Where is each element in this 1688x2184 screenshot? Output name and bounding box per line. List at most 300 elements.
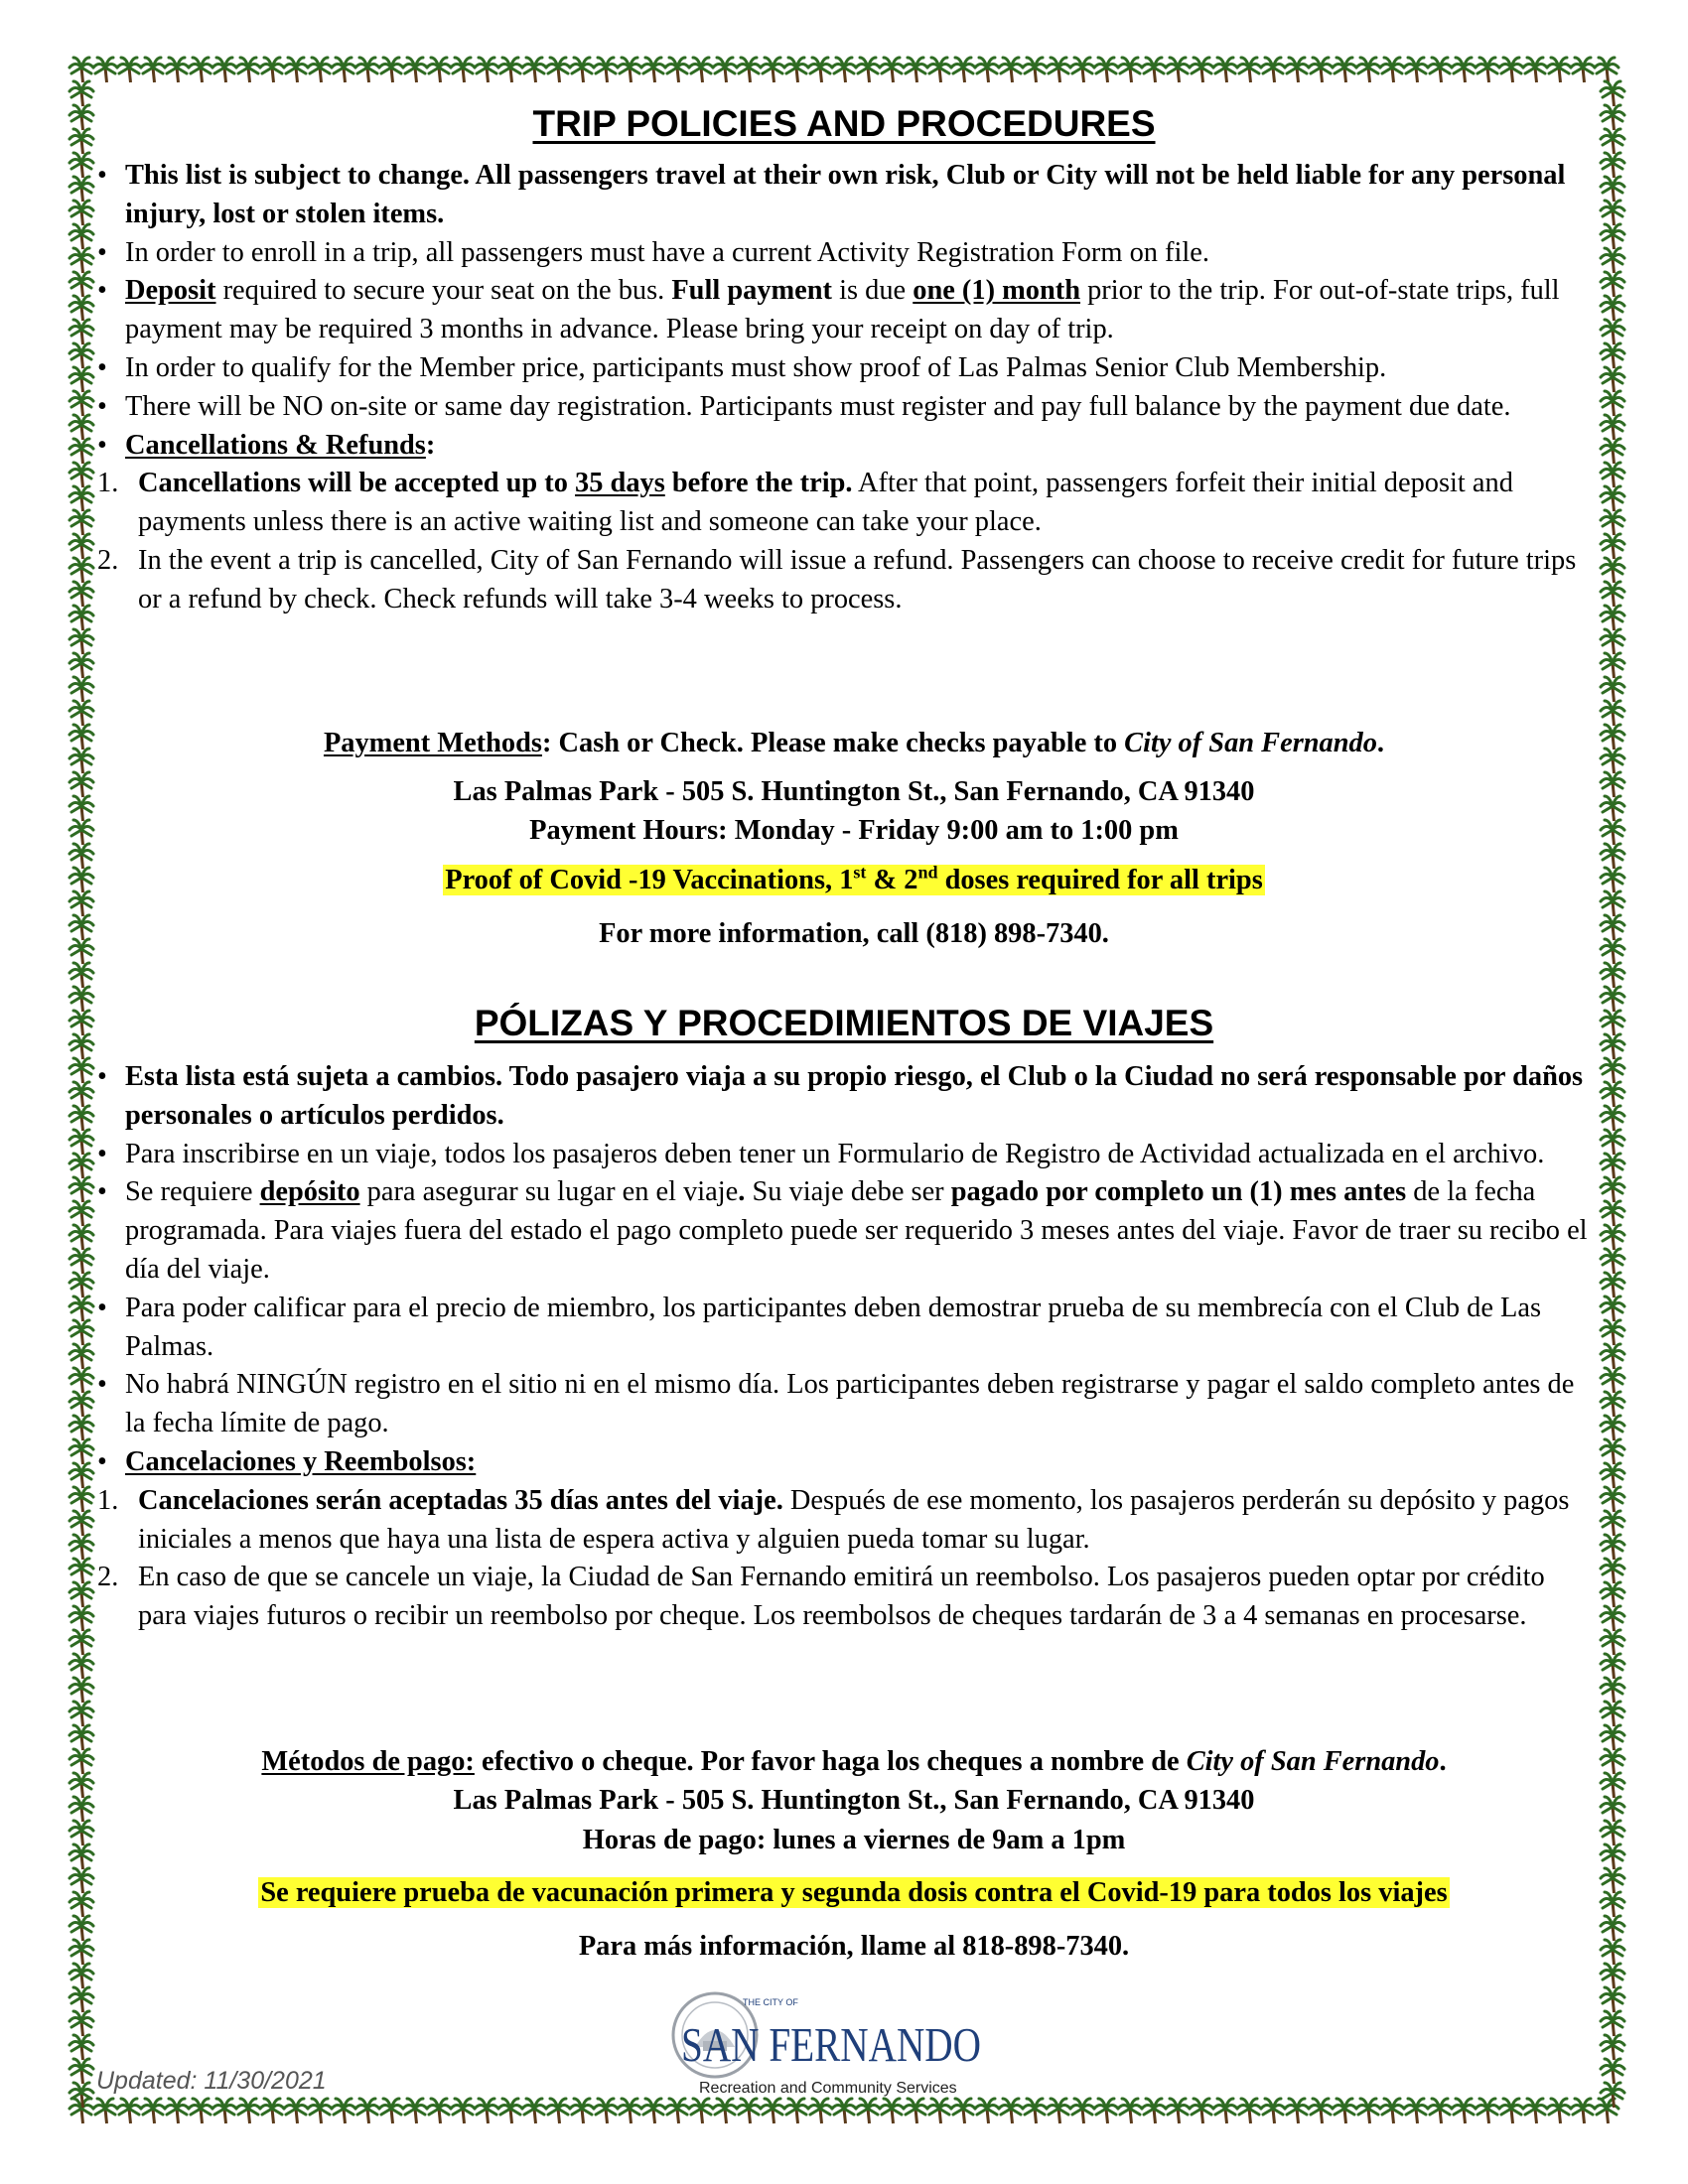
palm-tree-icon <box>570 58 594 82</box>
palm-tree-icon <box>1601 2083 1624 2108</box>
palm-tree-icon <box>70 510 93 535</box>
palm-tree-icon <box>475 2099 498 2123</box>
palm-tree-icon <box>1601 367 1624 392</box>
list-item <box>97 427 1589 466</box>
palm-tree-icon <box>355 58 379 82</box>
palm-tree-icon <box>1601 1487 1624 1512</box>
palm-tree-icon <box>403 58 427 82</box>
palm-tree-icon <box>70 963 93 988</box>
palm-tree-icon <box>70 558 93 583</box>
item-number: 2. <box>97 1562 119 1593</box>
palm-tree-icon <box>1601 582 1624 607</box>
palm-tree-icon <box>70 582 93 607</box>
bullet-text: Su viaje debe ser <box>745 1176 951 1208</box>
palm-tree-icon <box>284 58 308 82</box>
palm-tree-icon <box>70 1868 93 1893</box>
bullet-text: Para poder calificar para el precio de miembro, los participantes deben demostrar prueba de su membrecía con el Club de Las Palmas. <box>125 1292 1542 1362</box>
days-term: 35 days <box>575 468 665 499</box>
palm-tree-icon <box>70 58 93 82</box>
palm-tree-icon <box>379 2099 403 2123</box>
palm-tree-icon <box>1476 58 1499 82</box>
palm-tree-icon <box>70 224 93 249</box>
covid-requirement-line <box>97 1874 1611 1913</box>
palm-tree-icon <box>212 58 236 82</box>
palm-tree-icon <box>70 439 93 464</box>
palm-tree-icon <box>1309 2099 1333 2123</box>
palm-tree-icon <box>1601 1201 1624 1226</box>
item-text: After that point, passengers forfeit their initial deposit and payments unless there is an active waiting list and someone can take your place. <box>138 468 1513 538</box>
bullet-icon: • <box>97 351 107 383</box>
palm-tree-icon <box>189 2099 212 2123</box>
palm-tree-icon <box>355 2099 379 2123</box>
list-item <box>97 1366 1589 1443</box>
palm-tree-icon <box>1380 58 1404 82</box>
list-item <box>97 234 1589 273</box>
palm-tree-icon <box>70 2083 93 2108</box>
list-item <box>97 1136 1589 1174</box>
palm-tree-icon <box>70 1725 93 1750</box>
palm-tree-icon <box>1547 2099 1571 2123</box>
palm-tree-icon <box>70 1654 93 1679</box>
palm-tree-icon <box>70 2011 93 2036</box>
palm-tree-icon <box>117 58 141 82</box>
palm-tree-icon <box>1601 1582 1624 1607</box>
palm-tree-icon <box>784 58 808 82</box>
palm-tree-icon <box>451 58 475 82</box>
list-item <box>97 349 1589 388</box>
palm-tree-icon <box>403 2099 427 2123</box>
palm-tree-icon <box>880 58 904 82</box>
palm-tree-icon <box>1023 58 1047 82</box>
palm-tree-icon <box>761 58 784 82</box>
palm-tree-icon <box>1428 58 1452 82</box>
palm-tree-icon <box>1601 1344 1624 1369</box>
palm-tree-icon <box>927 58 951 82</box>
palm-tree-icon <box>1404 58 1428 82</box>
palm-tree-icon <box>70 463 93 487</box>
list-item <box>97 1173 1589 1289</box>
list-item <box>97 272 1589 349</box>
palm-tree-icon <box>498 58 522 82</box>
palm-tree-icon <box>1547 58 1571 82</box>
palm-tree-icon <box>70 1225 93 1250</box>
palm-tree-icon <box>1601 1177 1624 1202</box>
palm-tree-icon <box>70 296 93 321</box>
palm-tree-icon <box>1601 248 1624 273</box>
palm-tree-icon <box>1601 415 1624 440</box>
palm-tree-icon <box>1601 153 1624 178</box>
palm-tree-icon <box>1404 2099 1428 2123</box>
palm-tree-icon <box>70 915 93 940</box>
palm-tree-icon <box>70 1106 93 1131</box>
spanish-title: PÓLIZAS Y PROCEDIMIENTOS DE VIAJES <box>474 1003 1214 1043</box>
palm-tree-icon <box>641 2099 665 2123</box>
highlighted-text <box>443 862 1265 895</box>
item-text: Después de ese momento, los pasajeros perderán su depósito y pagos iniciales a menos que haya una lista de espera activa y alguien pueda tomar su lugar. <box>138 1484 1570 1555</box>
palm-tree-icon <box>70 1987 93 2012</box>
palm-tree-icon <box>498 2099 522 2123</box>
palm-tree-icon <box>618 2099 641 2123</box>
palm-tree-icon <box>522 58 546 82</box>
palm-tree-icon <box>70 391 93 416</box>
logo-subtitle: Recreation and Community Services <box>699 2080 957 2097</box>
palm-tree-icon <box>1601 606 1624 630</box>
palm-tree-icon <box>1476 2099 1499 2123</box>
palm-tree-icon <box>999 58 1023 82</box>
bullet-icon: • <box>97 1292 107 1323</box>
bullet-text: Esta lista está sujeta a cambios. Todo pasajero viaja a su propio riesgo, el Club o la Ciudad no será responsable por daños personales o artículos perdidos. <box>125 1061 1584 1131</box>
spanish-policy-list <box>97 1058 1589 1636</box>
palm-tree-icon <box>904 58 927 82</box>
palm-tree-icon <box>70 1940 93 1965</box>
palm-tree-icon <box>1333 2099 1356 2123</box>
palm-tree-icon <box>1601 2011 1624 2036</box>
palm-tree-icon <box>1452 58 1476 82</box>
palm-tree-icon <box>70 1535 93 1560</box>
palm-tree-icon <box>1571 58 1595 82</box>
payment-methods-line <box>97 1743 1611 1782</box>
palm-tree-icon <box>70 2099 93 2123</box>
palm-tree-icon <box>70 343 93 368</box>
palm-tree-icon <box>70 1058 93 1083</box>
palm-tree-icon <box>70 1463 93 1488</box>
palm-tree-icon <box>1237 58 1261 82</box>
bullet-text: . <box>738 1176 746 1208</box>
item-text: Cancelaciones serán aceptadas 35 días antes del viaje. <box>138 1484 783 1516</box>
palm-tree-icon <box>1333 58 1356 82</box>
palm-tree-icon <box>70 153 93 178</box>
palm-tree-icon <box>1142 58 1166 82</box>
palm-tree-icon <box>1380 2099 1404 2123</box>
palm-tree-icon <box>70 1559 93 1583</box>
palm-tree-icon <box>70 1773 93 1798</box>
palm-tree-icon <box>1499 58 1523 82</box>
address-line: Las Palmas Park - 505 S. Huntington St., San Fernando, CA 91340 <box>453 776 1255 807</box>
palm-tree-icon <box>1285 58 1309 82</box>
palm-tree-icon <box>1601 1630 1624 1655</box>
palm-tree-icon <box>641 58 665 82</box>
info-phone-line: For more information, call (818) 898-7340. <box>599 918 1109 949</box>
palm-tree-icon <box>1601 1606 1624 1631</box>
item-text: En caso de que se cancele un viaje, la Ciudad de San Fernando emitirá un reembolso. Los pasajeros pueden optar por crédito para viajes futuros o recibir un reembolso por cheque. Los reembolsos de cheques tardarán de 3 a 4 semanas en procesarse. <box>138 1562 1545 1632</box>
palm-tree-icon <box>1190 2099 1213 2123</box>
palm-tree-icon <box>1595 2099 1618 2123</box>
palm-tree-icon <box>70 415 93 440</box>
palm-tree-icon <box>1601 1368 1624 1393</box>
palm-tree-icon <box>70 1487 93 1512</box>
palm-tree-icon <box>332 2099 355 2123</box>
palm-tree-icon <box>1601 1273 1624 1297</box>
palm-tree-icon <box>70 1249 93 1274</box>
palm-tree-icon <box>546 58 570 82</box>
palm-tree-icon <box>93 58 117 82</box>
palm-tree-icon <box>1601 201 1624 225</box>
palm-tree-icon <box>1452 2099 1476 2123</box>
palm-tree-icon <box>70 1273 93 1297</box>
palm-tree-icon <box>70 1749 93 1774</box>
palm-tree-icon <box>70 725 93 750</box>
payment-methods-label: Métodos de pago: <box>261 1746 475 1777</box>
palm-tree-icon <box>1601 1297 1624 1321</box>
deposito-term: depósito <box>259 1176 360 1208</box>
palm-tree-icon <box>260 58 284 82</box>
palm-tree-icon <box>70 1082 93 1107</box>
palm-tree-icon <box>1356 58 1380 82</box>
covid-requirement-line <box>97 862 1611 900</box>
bullet-text: prior to the trip. For out-of-state trips, full payment may be required 3 months in advance. Please bring your receipt on day of trip. <box>125 275 1560 345</box>
address-line: Las Palmas Park - 505 S. Huntington St., San Fernando, CA 91340 <box>453 1785 1255 1816</box>
palm-tree-icon <box>70 1582 93 1607</box>
palm-tree-icon <box>618 58 641 82</box>
numbered-item <box>97 465 1589 542</box>
palm-tree-icon <box>93 2099 117 2123</box>
palm-tree-icon <box>1601 510 1624 535</box>
palm-tree-icon <box>165 58 189 82</box>
palm-tree-icon <box>236 58 260 82</box>
palm-tree-icon <box>70 201 93 225</box>
palm-tree-icon <box>1190 58 1213 82</box>
palm-tree-icon <box>1601 1654 1624 1679</box>
covid-text: Proof of Covid -19 Vaccinations, 1 <box>445 865 854 895</box>
palm-tree-icon <box>1601 1987 1624 2012</box>
bullet-icon: • <box>97 1138 107 1169</box>
one-month-term: one (1) month <box>913 275 1081 307</box>
numbered-item <box>97 1482 1589 1560</box>
palm-tree-icon <box>1601 463 1624 487</box>
logo-seal-text: THE CITY OF <box>743 1997 798 2007</box>
payment-hours-line: Horas de pago: lunes a viernes de 9am a 1pm <box>582 1825 1126 1855</box>
item-text: Cancellations will be accepted up to <box>138 468 576 499</box>
palm-tree-icon <box>1601 1058 1624 1083</box>
palm-tree-icon <box>689 58 713 82</box>
bullet-icon: • <box>97 275 107 307</box>
palm-tree-icon <box>70 701 93 726</box>
palm-tree-icon <box>1523 58 1547 82</box>
palm-tree-icon <box>951 58 975 82</box>
palm-tree-icon <box>308 58 332 82</box>
heading-colon: : <box>425 429 436 461</box>
bullet-text: para asegurar su lugar en el viaje <box>359 1176 739 1208</box>
palm-tree-icon <box>1601 534 1624 559</box>
palm-tree-icon <box>70 2035 93 2060</box>
palm-tree-icon <box>1601 1082 1624 1107</box>
palm-tree-icon <box>999 2099 1023 2123</box>
palm-tree-icon <box>1261 2099 1285 2123</box>
palm-tree-icon <box>1601 224 1624 249</box>
palm-tree-icon <box>1601 391 1624 416</box>
palm-tree-icon <box>1595 58 1618 82</box>
palm-tree-icon <box>1601 1416 1624 1440</box>
palm-tree-icon <box>70 820 93 845</box>
palm-tree-icon <box>1601 1225 1624 1250</box>
bullet-icon: • <box>97 1176 107 1208</box>
palm-tree-icon <box>284 2099 308 2123</box>
palm-tree-icon <box>1070 58 1094 82</box>
logo-name: SAN FERNANDO <box>681 2017 981 2072</box>
palm-tree-icon <box>70 796 93 821</box>
palm-tree-icon <box>1118 2099 1142 2123</box>
palm-tree-icon <box>427 58 451 82</box>
palm-tree-icon <box>70 606 93 630</box>
palm-tree-icon <box>1601 558 1624 583</box>
bullet-icon: • <box>97 429 107 461</box>
palm-tree-icon <box>70 1821 93 1845</box>
palm-tree-icon <box>451 2099 475 2123</box>
palm-tree-icon <box>70 772 93 797</box>
palm-tree-icon <box>70 248 93 273</box>
bullet-text: In order to enroll in a trip, all passengers must have a current Activity Registration Form on file. <box>125 236 1209 268</box>
bullet-text: In order to qualify for the Member price, participants must show proof of Las Palmas Senior Club Membership. <box>125 351 1387 383</box>
cancellations-heading: Cancellations & Refunds <box>125 429 426 461</box>
palm-tree-icon <box>141 2099 165 2123</box>
palm-tree-icon <box>1094 2099 1118 2123</box>
palm-tree-icon <box>427 2099 451 2123</box>
palm-tree-icon <box>1601 486 1624 511</box>
palm-tree-icon <box>70 939 93 964</box>
palm-tree-icon <box>70 1702 93 1726</box>
palm-tree-icon <box>975 58 999 82</box>
english-policy-list <box>97 157 1589 619</box>
palm-tree-icon <box>665 58 689 82</box>
palm-tree-icon <box>1166 58 1190 82</box>
palm-tree-icon <box>1309 58 1333 82</box>
palm-tree-icon <box>70 1130 93 1155</box>
palm-tree-icon <box>70 320 93 344</box>
palm-tree-icon <box>70 2059 93 2084</box>
palm-tree-icon <box>1356 2099 1380 2123</box>
palm-tree-icon <box>70 749 93 773</box>
palm-tree-icon <box>70 1844 93 1869</box>
item-text: before the trip. <box>664 468 853 499</box>
palm-tree-icon <box>70 1392 93 1417</box>
palm-tree-icon <box>70 1678 93 1703</box>
bullet-text: is due <box>832 275 914 307</box>
palm-tree-icon <box>1428 2099 1452 2123</box>
palm-tree-icon <box>117 2099 141 2123</box>
palm-tree-icon <box>1118 58 1142 82</box>
palm-tree-icon <box>1601 629 1624 654</box>
period: . <box>1439 1746 1447 1777</box>
bullet-text: This list is subject to change. All passengers travel at their own risk, Club or City will not be held liable for any personal injury, lost or stolen items. <box>125 160 1566 229</box>
bullet-text: required to secure your seat on the bus. <box>215 275 672 307</box>
palm-tree-icon <box>70 1606 93 1631</box>
palm-tree-icon <box>1213 58 1237 82</box>
covid-text: & 2 <box>866 865 918 895</box>
palm-tree-icon <box>70 272 93 297</box>
palm-tree-icon <box>1601 1154 1624 1178</box>
payment-hours-line: Payment Hours: Monday - Friday 9:00 am to 1:00 pm <box>529 815 1179 846</box>
period: . <box>1376 728 1385 758</box>
palm-tree-icon <box>70 1916 93 1941</box>
palm-tree-icon <box>1499 2099 1523 2123</box>
palm-tree-icon <box>1601 2035 1624 2060</box>
ordinal-suffix: nd <box>917 862 938 883</box>
palm-tree-icon <box>70 1368 93 1393</box>
updated-date: Updated: 11/30/2021 <box>96 2067 327 2095</box>
palm-tree-icon <box>475 58 498 82</box>
palm-tree-icon <box>1523 2099 1547 2123</box>
numbered-item <box>97 1559 1589 1636</box>
palm-tree-icon <box>1601 701 1624 726</box>
list-item <box>97 1290 1589 1367</box>
palm-tree-icon <box>737 58 761 82</box>
bullet-icon: • <box>97 390 107 422</box>
palm-tree-icon <box>546 2099 570 2123</box>
palm-tree-icon <box>1601 1463 1624 1488</box>
palm-tree-icon <box>856 58 880 82</box>
bullet-icon: • <box>97 1061 107 1092</box>
palm-tree-icon <box>260 2099 284 2123</box>
palm-tree-icon <box>379 58 403 82</box>
palm-tree-icon <box>70 1177 93 1202</box>
payee-name: City of San Fernando <box>1186 1746 1440 1777</box>
bullet-icon: • <box>97 160 107 191</box>
list-item <box>97 157 1589 234</box>
palm-tree-icon <box>713 58 737 82</box>
palm-tree-icon <box>70 1630 93 1655</box>
palm-tree-icon <box>165 2099 189 2123</box>
bullet-text: There will be NO on-site or same day registration. Participants must register and pay full balance by the payment due date. <box>125 390 1511 422</box>
palm-tree-icon <box>1094 58 1118 82</box>
info-phone-line: Para más información, llame al 818-898-7340. <box>578 1931 1130 1962</box>
bullet-text: de la fecha programada. Para viajes fuera del estado el pago completo puede ser requerido 3 meses antes del viaje. Favor de traer su recibo el día del viaje. <box>125 1176 1588 1285</box>
palm-tree-icon <box>594 58 618 82</box>
palm-tree-icon <box>236 2099 260 2123</box>
palm-tree-icon <box>332 58 355 82</box>
palm-tree-icon <box>70 1439 93 1464</box>
palm-tree-icon <box>70 677 93 702</box>
palm-tree-icon <box>1601 1702 1624 1726</box>
palm-tree-icon <box>1601 1535 1624 1560</box>
palm-tree-icon <box>70 1201 93 1226</box>
payment-methods-label: Payment Methods <box>323 728 542 758</box>
palm-tree-icon <box>1601 1439 1624 1464</box>
palm-tree-icon <box>1070 2099 1094 2123</box>
bullet-text: Para inscribirse en un viaje, todos los pasajeros deben tener un Formulario de Registro de Actividad actualizada en el archivo. <box>125 1138 1545 1169</box>
payee-name: City of San Fernando <box>1124 728 1377 758</box>
palm-tree-icon <box>1601 1320 1624 1345</box>
palm-tree-icon <box>1601 177 1624 202</box>
bullet-text: No habrá NINGÚN registro en el sitio ni en el mismo día. Los participantes deben registrarse y pagar el saldo completo antes de la fecha límite de pago. <box>125 1369 1575 1439</box>
palm-tree-icon <box>70 1344 93 1369</box>
palm-tree-icon <box>70 1964 93 1988</box>
palm-tree-icon <box>594 2099 618 2123</box>
palm-tree-icon <box>1601 343 1624 368</box>
palm-tree-icon <box>1601 296 1624 321</box>
palm-tree-icon <box>1047 58 1070 82</box>
palm-tree-icon <box>70 653 93 678</box>
palm-tree-icon <box>70 1797 93 1822</box>
bullet-icon: • <box>97 1445 107 1477</box>
palm-tree-icon <box>1601 1249 1624 1274</box>
list-item <box>97 388 1589 427</box>
palm-tree-icon <box>1601 1678 1624 1703</box>
palm-tree-icon <box>1601 272 1624 297</box>
palm-tree-icon <box>1601 1392 1624 1417</box>
palm-tree-icon <box>70 1892 93 1917</box>
palm-tree-icon <box>1601 653 1624 678</box>
palm-tree-icon <box>70 367 93 392</box>
list-item <box>97 1058 1589 1136</box>
cancelaciones-heading: Cancelaciones y Reembolsos: <box>125 1445 477 1477</box>
palm-tree-icon <box>1047 2099 1070 2123</box>
palm-tree-icon <box>70 1154 93 1178</box>
item-number: 1. <box>97 1484 119 1516</box>
bullet-icon: • <box>97 1369 107 1401</box>
palm-tree-icon <box>1601 439 1624 464</box>
palm-tree-icon <box>1023 2099 1047 2123</box>
covid-text: doses required for all trips <box>937 865 1263 895</box>
